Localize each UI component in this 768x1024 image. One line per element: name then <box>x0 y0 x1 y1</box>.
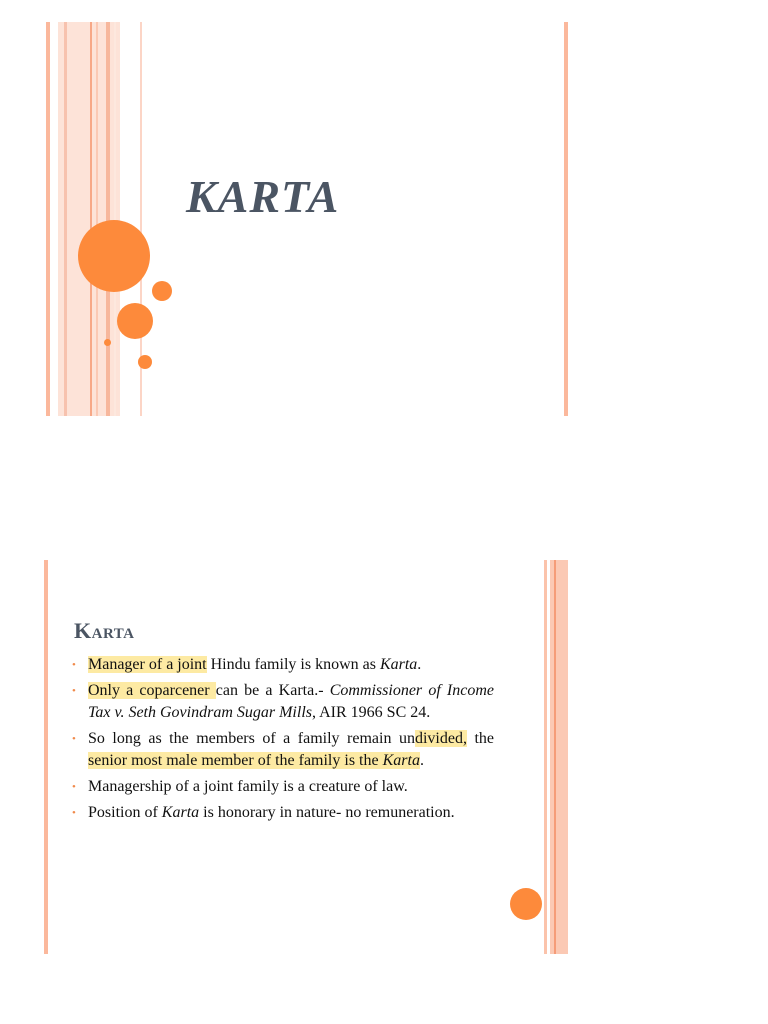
bullet-text: Managership of a joint family is a creature of law. <box>88 778 408 795</box>
bullet-text: . <box>419 752 424 769</box>
content-slide <box>44 560 570 954</box>
bullet-icon: • <box>72 733 76 745</box>
circle-decoration <box>104 339 111 346</box>
stripe-decoration <box>114 22 116 416</box>
circle-decoration <box>510 888 542 920</box>
bullet-text: Karta <box>161 804 200 821</box>
slide-title: KARTA <box>186 171 340 222</box>
stripe-decoration <box>564 22 568 416</box>
bullet-item <box>72 802 494 824</box>
slide-title: Karta <box>74 618 135 643</box>
highlighted-text: divided, <box>414 730 467 747</box>
stripe-decoration <box>106 22 110 416</box>
bullet-text: the <box>466 730 495 747</box>
bullet-icon: • <box>72 781 76 793</box>
bullet-text: So long as the members of a family remain un <box>88 730 415 747</box>
bullet-icon: • <box>72 659 76 671</box>
highlighted-text: Only a coparcener <box>88 682 216 699</box>
stripe-decoration <box>554 560 556 954</box>
circle-decoration <box>138 355 152 369</box>
highlighted-text: Manager of a joint <box>88 656 207 673</box>
circle-decoration <box>78 220 150 292</box>
bullet-list <box>72 654 494 828</box>
bullet-item <box>72 680 494 724</box>
bullet-text: Commissioner of Income Tax v. Seth Govindram Sugar Mills <box>88 682 495 721</box>
bullet-icon: • <box>72 807 76 819</box>
circle-decoration <box>152 281 172 301</box>
bullet-item <box>72 776 494 798</box>
stripe-decoration <box>64 22 67 416</box>
highlighted-text: senior most male member of the family is the <box>88 752 383 769</box>
bullet-item <box>72 728 494 772</box>
stripe-decoration <box>46 22 50 416</box>
stripe-decoration <box>96 22 98 416</box>
stripe-decoration <box>58 22 120 416</box>
bullet-text: , AIR 1966 SC 24. <box>312 704 431 721</box>
bullet-text: Karta <box>379 656 418 673</box>
bullet-text: . <box>417 656 422 673</box>
stripe-decoration <box>544 560 547 954</box>
bullet-text: Position of <box>88 804 162 821</box>
bullet-text: Hindu family is known as <box>206 656 380 673</box>
bullet-icon: • <box>72 685 76 697</box>
stripe-decoration <box>44 560 48 954</box>
highlighted-text: Karta <box>382 752 420 769</box>
circle-decoration <box>117 303 153 339</box>
title-slide <box>46 22 570 416</box>
bullet-text: is honorary in nature- no remuneration. <box>199 804 455 821</box>
bullet-item <box>72 654 494 676</box>
stripe-decoration <box>90 22 92 416</box>
bullet-text: can be a Karta.- <box>215 682 330 699</box>
stripe-decoration <box>550 560 568 954</box>
